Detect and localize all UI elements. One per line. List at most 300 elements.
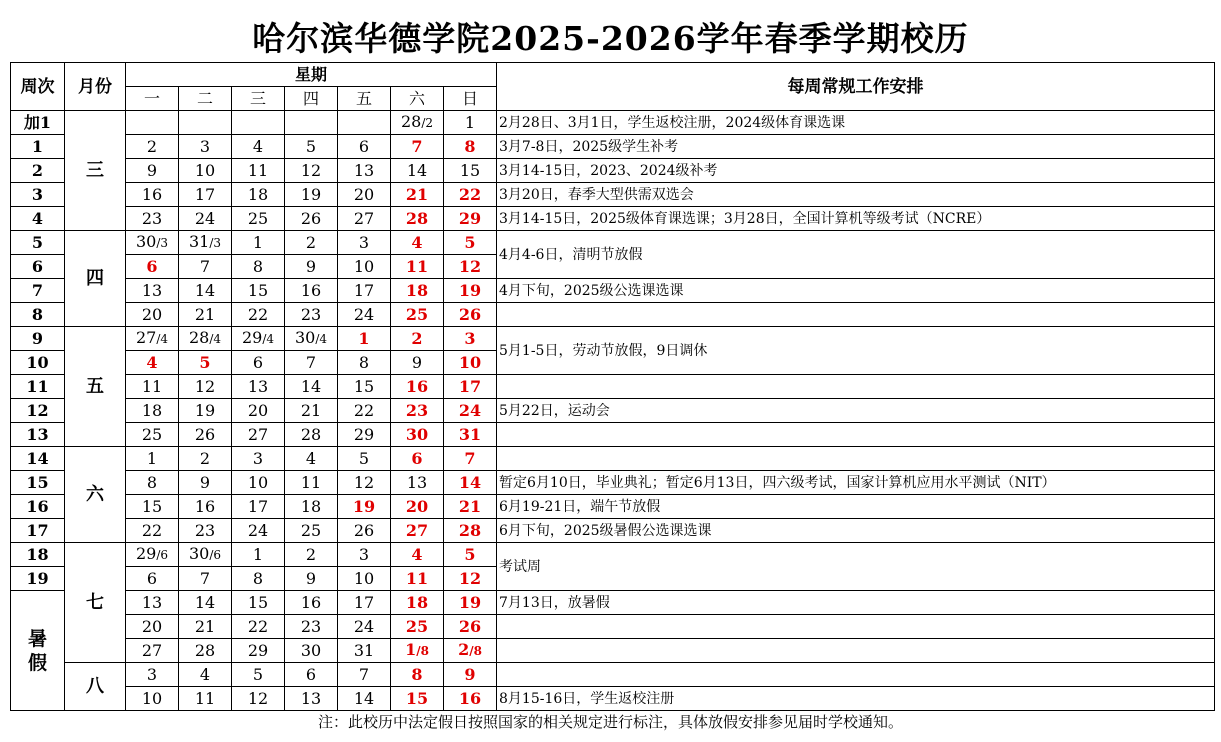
month-suffix: /4	[156, 332, 169, 346]
weekly-arrangement	[497, 663, 1215, 687]
day-number: 28	[300, 424, 322, 444]
day-number: 15	[405, 688, 429, 708]
day-number: 23	[194, 520, 216, 540]
day-cell	[338, 567, 391, 591]
day-number: 19	[300, 184, 322, 204]
day-cell	[179, 111, 232, 135]
day-cell	[285, 351, 338, 375]
school-calendar-table	[10, 62, 1215, 711]
calendar-row	[11, 447, 1215, 471]
day-cell	[338, 327, 391, 351]
day-cell	[338, 447, 391, 471]
weekly-arrangement	[497, 303, 1215, 327]
day-number: 12	[458, 256, 482, 276]
day-number: 23	[405, 400, 429, 420]
day-number: 14	[458, 472, 482, 492]
day-cell	[444, 519, 497, 543]
day-cell	[444, 567, 497, 591]
day-cell	[391, 687, 444, 711]
day-cell	[391, 399, 444, 423]
day-cell	[232, 519, 285, 543]
weekly-arrangement	[497, 423, 1215, 447]
day-number: 8	[358, 352, 370, 372]
day-number: 13	[353, 160, 375, 180]
day-cell	[338, 159, 391, 183]
day-cell	[285, 399, 338, 423]
month-suffix: /4	[209, 332, 222, 346]
day-number: 3	[252, 448, 264, 468]
day-number: 2	[458, 640, 470, 659]
day-cell	[444, 351, 497, 375]
weekly-arrangement: 考试周	[497, 543, 1215, 591]
day-number: 30	[188, 544, 210, 563]
day-number: 27	[353, 208, 375, 228]
day-cell	[391, 591, 444, 615]
day-cell	[391, 279, 444, 303]
day-cell	[232, 423, 285, 447]
day-number: 2	[305, 544, 317, 564]
day-number: 17	[458, 376, 482, 396]
calendar-row	[11, 423, 1215, 447]
day-number: 29	[135, 544, 157, 563]
day-cell	[338, 255, 391, 279]
day-number: 5	[464, 232, 476, 252]
day-number: 5	[464, 544, 476, 564]
day-number: 7	[358, 664, 370, 684]
day-number: 13	[247, 376, 269, 396]
weekly-arrangement: 5月22日，运动会	[497, 399, 1215, 423]
day-cell	[391, 231, 444, 255]
day-number: 27	[141, 640, 163, 660]
weekly-arrangement	[497, 639, 1215, 663]
day-cell	[232, 447, 285, 471]
day-cell	[338, 207, 391, 231]
day-cell	[391, 567, 444, 591]
day-cell	[444, 399, 497, 423]
day-number: 19	[458, 280, 482, 300]
day-number: 29	[241, 328, 263, 347]
day-cell	[391, 183, 444, 207]
weekly-arrangement: 暂定6月10日，毕业典礼；暂定6月13日，四六级考试，国家计算机应用水平测试（NIT）	[497, 471, 1215, 495]
day-cell	[285, 687, 338, 711]
day-cell	[126, 567, 179, 591]
month-suffix: /6	[209, 548, 222, 562]
day-cell	[179, 351, 232, 375]
day-cell	[444, 303, 497, 327]
day-number: 15	[247, 280, 269, 300]
day-cell	[391, 495, 444, 519]
calendar-row	[11, 303, 1215, 327]
day-number: 17	[353, 592, 375, 612]
day-cell	[285, 375, 338, 399]
day-cell	[232, 567, 285, 591]
day-cell	[179, 207, 232, 231]
day-cell	[179, 447, 232, 471]
day-number: 10	[458, 352, 482, 372]
day-number: 3	[199, 136, 211, 156]
weekly-arrangement	[497, 615, 1215, 639]
weekday-header: 一	[126, 87, 179, 111]
day-cell	[391, 423, 444, 447]
day-cell	[338, 543, 391, 567]
day-number: 13	[406, 472, 428, 492]
day-cell	[232, 543, 285, 567]
day-cell	[126, 423, 179, 447]
day-number: 14	[353, 688, 375, 708]
day-cell	[179, 615, 232, 639]
day-cell	[232, 231, 285, 255]
day-cell	[126, 615, 179, 639]
day-cell	[179, 231, 232, 255]
day-number: 13	[141, 280, 163, 300]
day-cell	[391, 159, 444, 183]
day-number: 21	[194, 616, 216, 636]
day-cell	[232, 159, 285, 183]
day-number: 30	[405, 424, 429, 444]
day-number: 12	[247, 688, 269, 708]
day-cell	[179, 159, 232, 183]
calendar-row	[11, 231, 1215, 255]
day-number: 6	[252, 352, 264, 372]
day-number: 31	[458, 424, 482, 444]
month-suffix: /4	[315, 332, 328, 346]
day-cell	[285, 663, 338, 687]
day-number: 7	[199, 256, 211, 276]
day-number: 4	[305, 448, 317, 468]
day-number: 21	[458, 496, 482, 516]
day-cell	[126, 231, 179, 255]
weekly-arrangement: 4月下旬，2025级公选课选课	[497, 279, 1215, 303]
weekly-arrangement: 7月13日，放暑假	[497, 591, 1215, 615]
day-number: 16	[300, 592, 322, 612]
week-number: 8	[11, 303, 65, 327]
weekday-header: 六	[391, 87, 444, 111]
day-number: 5	[358, 448, 370, 468]
day-number: 20	[353, 184, 375, 204]
day-cell	[232, 663, 285, 687]
day-cell	[444, 279, 497, 303]
day-number: 27	[405, 520, 429, 540]
day-number: 7	[199, 568, 211, 588]
day-number: 28	[458, 520, 482, 540]
day-number: 1	[464, 112, 476, 132]
day-number: 29	[458, 208, 482, 228]
day-cell	[338, 423, 391, 447]
day-number: 15	[353, 376, 375, 396]
day-cell	[338, 135, 391, 159]
day-number: 2	[146, 136, 158, 156]
day-number: 3	[358, 232, 370, 252]
day-number: 23	[300, 304, 322, 324]
day-number: 25	[300, 520, 322, 540]
day-cell	[444, 375, 497, 399]
day-cell	[179, 663, 232, 687]
day-number: 19	[352, 496, 376, 516]
day-cell	[444, 591, 497, 615]
day-cell	[179, 687, 232, 711]
day-cell	[126, 255, 179, 279]
calendar-row	[11, 327, 1215, 351]
day-number: 14	[194, 280, 216, 300]
day-cell	[285, 591, 338, 615]
day-number: 21	[300, 400, 322, 420]
day-cell	[232, 399, 285, 423]
day-number: 21	[405, 184, 429, 204]
week-number: 5	[11, 231, 65, 255]
day-cell	[126, 111, 179, 135]
month-label: 八	[65, 663, 126, 711]
weekly-arrangement	[497, 375, 1215, 399]
day-cell	[391, 375, 444, 399]
day-cell	[338, 519, 391, 543]
day-number: 18	[405, 280, 429, 300]
day-cell	[126, 375, 179, 399]
day-cell	[285, 567, 338, 591]
day-number: 6	[305, 664, 317, 684]
day-cell	[232, 375, 285, 399]
day-number: 29	[247, 640, 269, 660]
day-number: 22	[247, 616, 269, 636]
day-number: 14	[406, 160, 428, 180]
day-number: 2	[411, 328, 423, 348]
day-cell	[285, 303, 338, 327]
day-number: 1	[358, 328, 370, 348]
day-cell	[126, 543, 179, 567]
day-cell	[232, 687, 285, 711]
notes-column-header: 每周常规工作安排	[497, 63, 1215, 111]
day-cell	[444, 471, 497, 495]
day-number: 20	[405, 496, 429, 516]
day-cell	[285, 183, 338, 207]
day-number: 8	[411, 664, 423, 684]
day-cell	[285, 495, 338, 519]
day-number: 14	[194, 592, 216, 612]
day-cell	[444, 495, 497, 519]
day-number: 26	[194, 424, 216, 444]
day-cell	[126, 183, 179, 207]
day-number: 5	[199, 352, 211, 372]
day-cell	[444, 183, 497, 207]
day-cell	[126, 663, 179, 687]
day-cell	[338, 615, 391, 639]
day-number: 4	[146, 352, 158, 372]
day-number: 22	[353, 400, 375, 420]
day-cell	[338, 111, 391, 135]
day-number: 17	[353, 280, 375, 300]
calendar-row	[11, 111, 1215, 135]
month-suffix: /8	[469, 644, 482, 658]
day-cell	[126, 687, 179, 711]
day-number: 9	[146, 160, 158, 180]
day-number: 25	[247, 208, 269, 228]
day-number: 3	[358, 544, 370, 564]
day-number: 7	[411, 136, 423, 156]
footnote: 注：此校历中法定假日按照国家的相关规定进行标注，具体放假安排参见届时学校通知。	[317, 713, 903, 731]
day-cell	[232, 303, 285, 327]
day-cell	[232, 495, 285, 519]
weekly-arrangement: 3月14-15日，2023、2024级补考	[497, 159, 1215, 183]
day-cell	[338, 663, 391, 687]
day-number: 26	[300, 208, 322, 228]
day-number: 7	[464, 448, 476, 468]
day-cell	[179, 519, 232, 543]
day-cell	[232, 351, 285, 375]
day-cell	[444, 423, 497, 447]
day-number: 16	[141, 184, 163, 204]
day-cell	[338, 399, 391, 423]
day-cell	[232, 135, 285, 159]
calendar-row	[11, 615, 1215, 639]
day-number: 22	[458, 184, 482, 204]
day-number: 4	[252, 136, 264, 156]
day-number: 4	[411, 544, 423, 564]
day-number: 20	[141, 304, 163, 324]
day-number: 4	[199, 664, 211, 684]
day-cell	[391, 303, 444, 327]
month-label: 五	[65, 327, 126, 447]
day-cell	[338, 183, 391, 207]
day-number: 3	[146, 664, 158, 684]
day-cell	[179, 639, 232, 663]
month-suffix: /4	[262, 332, 275, 346]
day-cell	[126, 303, 179, 327]
day-number: 26	[458, 616, 482, 636]
calendar-row	[11, 519, 1215, 543]
day-number: 2	[199, 448, 211, 468]
day-cell	[285, 279, 338, 303]
day-cell	[126, 327, 179, 351]
day-number: 18	[141, 400, 163, 420]
day-cell	[391, 615, 444, 639]
day-cell	[126, 135, 179, 159]
day-number: 22	[141, 520, 163, 540]
day-number: 9	[305, 256, 317, 276]
day-number: 9	[411, 352, 423, 372]
day-number: 28	[405, 208, 429, 228]
day-cell	[179, 567, 232, 591]
day-cell	[391, 351, 444, 375]
calendar-row	[11, 399, 1215, 423]
month-label: 七	[65, 543, 126, 663]
weekly-arrangement: 8月15-16日，学生返校注册	[497, 687, 1215, 711]
day-cell	[285, 543, 338, 567]
week-number: 16	[11, 495, 65, 519]
weekly-arrangement: 3月7-8日，2025级学生补考	[497, 135, 1215, 159]
day-cell	[126, 159, 179, 183]
day-number: 13	[300, 688, 322, 708]
week-number: 15	[11, 471, 65, 495]
day-number: 25	[141, 424, 163, 444]
day-number: 31	[188, 232, 210, 251]
weekly-arrangement: 6月下旬，2025级暑假公选课选课	[497, 519, 1215, 543]
day-number: 5	[305, 136, 317, 156]
month-suffix: /6	[156, 548, 169, 562]
day-number: 11	[405, 568, 429, 588]
day-cell	[444, 135, 497, 159]
day-cell	[232, 639, 285, 663]
day-number: 3	[464, 328, 476, 348]
day-number: 1	[252, 544, 264, 564]
day-number: 16	[405, 376, 429, 396]
weekday-header: 五	[338, 87, 391, 111]
weekly-arrangement: 3月14-15日，2025级体育课选课；3月28日，全国计算机等级考试（NCRE）	[497, 207, 1215, 231]
day-cell	[444, 543, 497, 567]
day-number: 24	[458, 400, 482, 420]
day-cell	[391, 447, 444, 471]
calendar-row	[11, 207, 1215, 231]
day-cell	[126, 207, 179, 231]
day-number: 6	[411, 448, 423, 468]
week-number: 14	[11, 447, 65, 471]
page-title: 哈尔滨华德学院2025-2026学年春季学期校历	[252, 19, 969, 58]
day-number: 24	[194, 208, 216, 228]
day-cell	[126, 447, 179, 471]
day-cell	[232, 183, 285, 207]
summer-vacation-label: 暑 假	[11, 591, 65, 711]
day-cell	[179, 423, 232, 447]
day-number: 16	[458, 688, 482, 708]
day-number: 8	[464, 136, 476, 156]
day-cell	[285, 207, 338, 231]
day-cell	[338, 303, 391, 327]
day-cell	[391, 471, 444, 495]
month-label: 四	[65, 231, 126, 327]
day-cell	[232, 615, 285, 639]
day-number: 10	[194, 160, 216, 180]
day-cell	[338, 591, 391, 615]
day-cell	[232, 279, 285, 303]
day-cell	[179, 279, 232, 303]
month-label: 六	[65, 447, 126, 543]
day-number: 5	[252, 664, 264, 684]
day-number: 26	[353, 520, 375, 540]
day-cell	[444, 255, 497, 279]
week-column-header: 周次	[11, 63, 65, 111]
calendar-row	[11, 135, 1215, 159]
day-number: 12	[194, 376, 216, 396]
day-cell	[444, 159, 497, 183]
week-number: 11	[11, 375, 65, 399]
weekday-header: 日	[444, 87, 497, 111]
day-cell	[391, 519, 444, 543]
day-cell	[285, 615, 338, 639]
day-number: 13	[141, 592, 163, 612]
day-cell	[338, 375, 391, 399]
week-number: 18	[11, 543, 65, 567]
weekly-arrangement: 2月28日、3月1日，学生返校注册，2024级体育课选课	[497, 111, 1215, 135]
day-number: 24	[247, 520, 269, 540]
day-cell	[179, 303, 232, 327]
day-cell	[338, 279, 391, 303]
day-number: 30	[300, 640, 322, 660]
day-number: 21	[194, 304, 216, 324]
calendar-row	[11, 471, 1215, 495]
day-number: 7	[305, 352, 317, 372]
day-cell	[126, 351, 179, 375]
day-number: 11	[300, 472, 322, 492]
day-cell	[232, 111, 285, 135]
day-number: 27	[135, 328, 157, 347]
week-number: 7	[11, 279, 65, 303]
day-cell	[444, 231, 497, 255]
day-cell	[179, 471, 232, 495]
day-number: 6	[358, 136, 370, 156]
day-cell	[179, 135, 232, 159]
weekly-arrangement: 4月4-6日，清明节放假	[497, 231, 1215, 279]
day-cell	[232, 471, 285, 495]
week-number: 1	[11, 135, 65, 159]
day-number: 17	[247, 496, 269, 516]
